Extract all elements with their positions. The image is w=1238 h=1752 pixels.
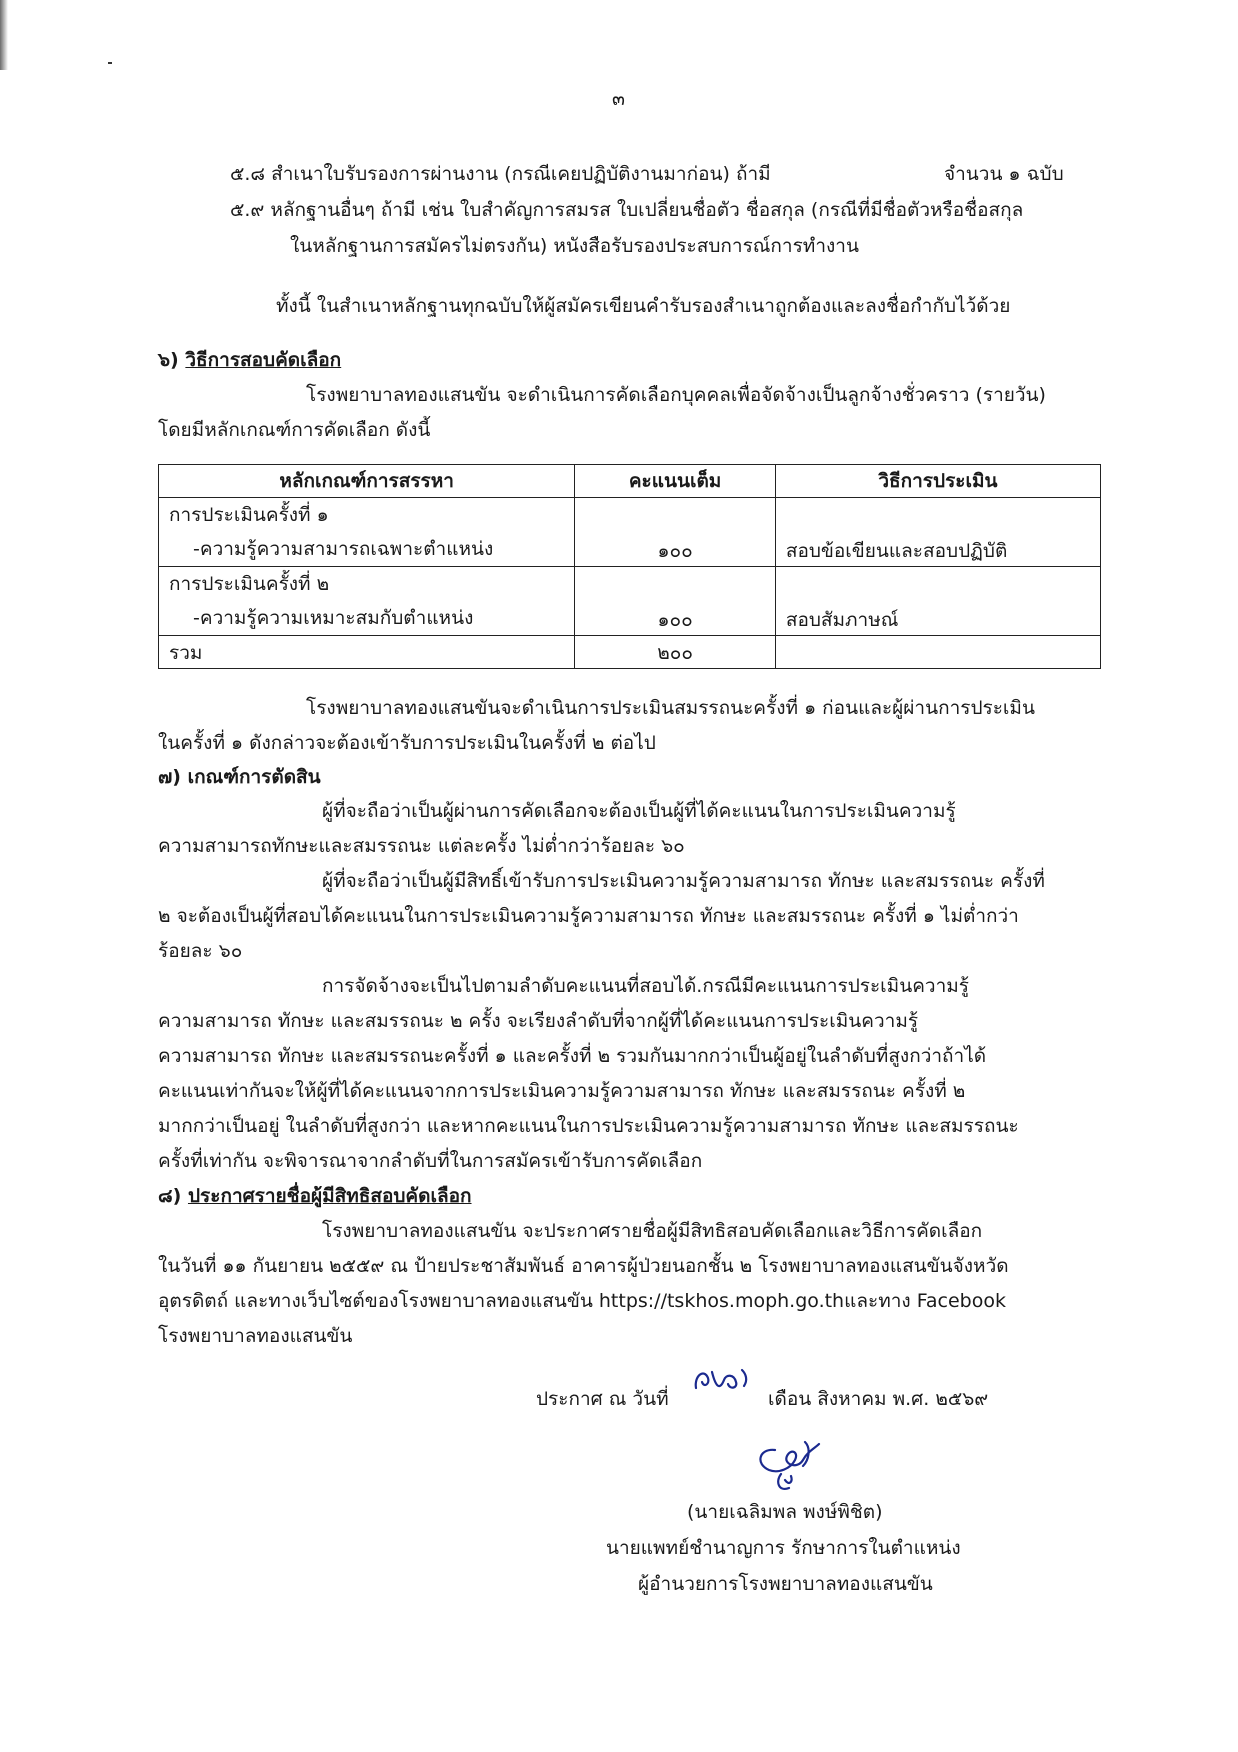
row2-score: ๑๐๐ bbox=[575, 567, 776, 636]
section-7-c3: ความสามารถ ทักษะ และสมรรถนะครั้งที่ ๑ และครั้งที่ ๒ รวมกันมากกว่าเป็นผู้อยู่ในลำดับที่สูงกว่าถ้าได้ bbox=[158, 1045, 987, 1067]
signature bbox=[745, 1430, 835, 1502]
row2-method: สอบสัมภาษณ์ bbox=[775, 567, 1100, 636]
criteria-table bbox=[158, 464, 1101, 669]
row2-subtitle: -ความรู้ความเหมาะสมกับตำแหน่ง bbox=[193, 607, 474, 629]
total-method-empty bbox=[775, 636, 1100, 669]
section-6-para1-line1: โรงพยาบาลทองแสนขัน จะดำเนินการคัดเลือกบุคคลเพื่อจัดจ้างเป็นลูกจ้างชั่วคราว (รายวัน) bbox=[306, 384, 1046, 406]
scan-shadow bbox=[0, 0, 8, 70]
table-row bbox=[159, 567, 1101, 636]
signer-title-2: ผู้อำนวยการโรงพยาบาลทองแสนขัน bbox=[638, 1573, 933, 1595]
criteria-table-header bbox=[159, 465, 1101, 498]
section-7-c1: การจัดจ้างจะเป็นไปตามลำดับคะแนนที่สอบได้.กรณีมีคะแนนการประเมินความรู้ bbox=[322, 975, 969, 997]
row1-method: สอบข้อเขียนและสอบปฏิบัติ bbox=[775, 498, 1100, 567]
section-6-para1-line2: โดยมีหลักเกณฑ์การคัดเลือก ดังนี้ bbox=[158, 419, 431, 441]
section-8-number: ๘) bbox=[158, 1185, 182, 1207]
row1-score: ๑๐๐ bbox=[575, 498, 776, 567]
table-row bbox=[159, 636, 1101, 669]
section-7-b2: ๒ จะต้องเป็นผู้ที่สอบได้คะแนนในการประเมินความรู้ความสามารถ ทักษะ และสมรรถนะ ครั้งที่ ๑ ไม่ต่ำกว่า bbox=[158, 905, 1019, 927]
header-full-score: คะแนนเต็ม bbox=[575, 465, 776, 498]
scan-speck bbox=[108, 62, 112, 64]
section-8-heading bbox=[158, 1183, 472, 1209]
section-8-line1: โรงพยาบาลทองแสนขัน จะประกาศรายชื่อผู้มีสิทธิสอบคัดเลือกและวิธีการคัดเลือก bbox=[322, 1220, 983, 1242]
section-6-heading bbox=[158, 347, 341, 373]
section-8-line3: อุตรดิตถ์ และทางเว็บไซต์ของโรงพยาบาลทองแสนขัน https://tskhos.moph.go.thและทาง Facebook bbox=[158, 1290, 1006, 1312]
copy-note: ทั้งนี้ ในสำเนาหลักฐานทุกฉบับให้ผู้สมัครเขียนคำรับรองสำเนาถูกต้องและลงชื่อกำกับไว้ด้วย bbox=[276, 295, 1011, 317]
total-label: รวม bbox=[159, 636, 575, 669]
row1-title: การประเมินครั้งที่ ๑ bbox=[169, 504, 329, 526]
section-7-b1: ผู้ที่จะถือว่าเป็นผู้มีสิทธิ์เข้ารับการประเมินความรู้ความสามารถ ทักษะ และสมรรถนะ ครั้งที่ bbox=[322, 870, 1045, 892]
table-row bbox=[159, 498, 1101, 567]
signer-title-1: นายแพทย์ชำนาญการ รักษาการในตำแหน่ง bbox=[606, 1537, 961, 1559]
announce-date-suffix: เดือน สิงหาคม พ.ศ. ๒๕๖๙ bbox=[768, 1388, 989, 1410]
row2-title: การประเมินครั้งที่ ๒ bbox=[169, 573, 330, 595]
section-8-title: ประกาศรายชื่อผู้มีสิทธิสอบคัดเลือก bbox=[187, 1185, 472, 1207]
header-criteria: หลักเกณฑ์การสรรหา bbox=[159, 465, 575, 498]
signer-name: (นายเฉลิมพล พงษ์พิชิต) bbox=[687, 1501, 883, 1523]
header-method: วิธีการประเมิน bbox=[775, 465, 1100, 498]
page-number: ๓ bbox=[612, 88, 625, 110]
total-score: ๒๐๐ bbox=[575, 636, 776, 669]
section-6-number: ๖) bbox=[158, 349, 179, 371]
item-5-8-count: จำนวน ๑ ฉบับ bbox=[944, 163, 1064, 185]
section-6-para2-line2: ในครั้งที่ ๑ ดังกล่าวจะต้องเข้ารับการประเมินในครั้งที่ ๒ ต่อไป bbox=[158, 732, 656, 754]
section-8-line4: โรงพยาบาลทองแสนขัน bbox=[158, 1325, 353, 1347]
section-7-a2: ความสามารถทักษะและสมรรถนะ แต่ละครั้ง ไม่ต่ำกว่าร้อยละ ๖๐ bbox=[158, 835, 685, 857]
section-7-c6: ครั้งที่เท่ากัน จะพิจารณาจากลำดับที่ในการสมัครเข้ารับการคัดเลือก bbox=[158, 1150, 703, 1172]
section-6-title: วิธีการสอบคัดเลือก bbox=[185, 349, 342, 371]
row1-subtitle: -ความรู้ความสามารถเฉพาะตำแหน่ง bbox=[193, 538, 494, 560]
section-7-b3: ร้อยละ ๖๐ bbox=[158, 940, 243, 962]
section-7-c4: คะแนนเท่ากันจะให้ผู้ที่ได้คะแนนจากการประเมินความรู้ความสามารถ ทักษะ และสมรรถนะ ครั้งที่ ๒ bbox=[158, 1080, 966, 1102]
section-7-c2: ความสามารถ ทักษะ และสมรรถนะ ๒ ครั้ง จะเรียงลำดับที่จากผู้ที่ได้คะแนนการประเมินความรู้ bbox=[158, 1010, 919, 1032]
announce-date-prefix: ประกาศ ณ วันที่ bbox=[536, 1388, 669, 1410]
item-5-9-line2: ในหลักฐานการสมัครไม่ตรงกัน) หนังสือรับรองประสบการณ์การทำงาน bbox=[290, 235, 859, 257]
item-5-8: ๕.๘ สำเนาใบรับรองการผ่านงาน (กรณีเคยปฏิบัติงานมาก่อน) ถ้ามี bbox=[230, 163, 771, 185]
criteria-cell bbox=[159, 498, 575, 567]
section-7-a1: ผู้ที่จะถือว่าเป็นผู้ผ่านการคัดเลือกจะต้องเป็นผู้ที่ได้คะแนนในการประเมินความรู้ bbox=[322, 800, 956, 822]
section-8-line2: ในวันที่ ๑๑ กันยายน ๒๕๕๙ ณ ป้ายประชาสัมพันธ์ อาคารผู้ป่วยนอกชั้น ๒ โรงพยาบาลทองแสนขันจังหวัด bbox=[158, 1255, 1009, 1277]
item-5-9-line1: ๕.๙ หลักฐานอื่นๆ ถ้ามี เช่น ใบสำคัญการสมรส ใบเปลี่ยนชื่อตัว ชื่อสกุล (กรณีที่มีชื่อตัวหรือชื่อสกุล bbox=[230, 199, 1024, 221]
section-7-c5: มากกว่าเป็นอยู่ ในลำดับที่สูงกว่า และหากคะแนนในการประเมินความรู้ความสามารถ ทักษะ และสมรรถนะ bbox=[158, 1115, 1019, 1137]
section-6-para2-line1: โรงพยาบาลทองแสนขันจะดำเนินการประเมินสมรรถนะครั้งที่ ๑ ก่อนและผู้ผ่านการประเมิน bbox=[306, 697, 1035, 719]
criteria-cell bbox=[159, 567, 575, 636]
section-7-title: ๗) เกณฑ์การตัดสิน bbox=[158, 766, 321, 788]
handwritten-day bbox=[690, 1362, 752, 1396]
